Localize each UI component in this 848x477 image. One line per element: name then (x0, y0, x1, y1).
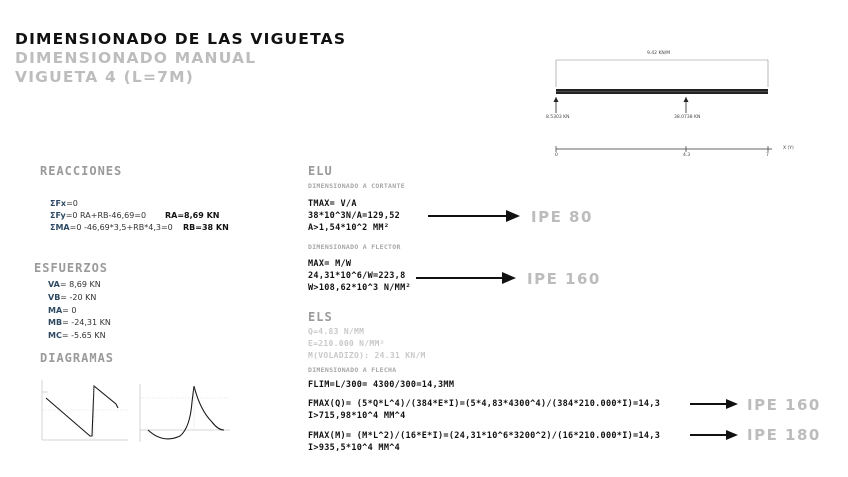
shear-diagram (40, 378, 130, 446)
flecha-subheading: DIMENSIONADO A FLECHA (308, 366, 397, 374)
flector-subheading: DIMENSIONADO A FLECTOR (308, 243, 401, 251)
page-title: DIMENSIONADO DE LAS VIGUETAS (15, 30, 347, 48)
axis-label: X (Y) (783, 146, 794, 151)
flecha-m-result: IPE 180 (747, 426, 821, 444)
arrow-right-icon (416, 271, 516, 285)
beam-diagram (540, 45, 780, 165)
tick-end: 7 (766, 153, 769, 158)
tick-mid: 4.3 (683, 153, 691, 158)
esfuerzos-heading: ESFUERZOS (34, 261, 109, 275)
load-label: 9.42 KN/M (647, 51, 671, 56)
arrow-right-icon (428, 209, 520, 223)
els-param-q: Q=4.83 N/MM (308, 327, 365, 336)
flecha-m-line-1: FMAX(M)= (M*L^2)/(16*E*I)=(24,31*10^6*3200^2)/(16*210.000*I)=14,3 (308, 431, 661, 441)
reaccion-rb: RB=38 KN (183, 223, 229, 232)
reaction-b-label: 38.0738 KN (674, 115, 701, 120)
esfuerzo-va: VA= 8,69 KN (48, 280, 101, 289)
flecha-q-line-2: I>715,98*10^4 MM^4 (308, 411, 406, 421)
flector-line-1: MAX= M/W (308, 259, 352, 269)
arrow-right-icon (690, 398, 738, 410)
flector-line-2: 24,31*10^6/W=223,8 (308, 271, 406, 281)
reaccion-row-ma: ΣMA=0 -46,69*3,5+RB*4,3=0 (50, 223, 173, 232)
esfuerzo-ma: MA= 0 (48, 306, 77, 315)
cortante-line-2: 38*10^3N/A=129,52 (308, 211, 401, 221)
reaccion-row-fy: ΣFy=0 RA+RB-46,69=0 (50, 211, 147, 220)
elu-heading: ELU (308, 164, 333, 178)
flecha-m-line-2: I>935,5*10^4 MM^4 (308, 443, 401, 453)
flector-line-3: W>108,62*10^3 N/MM² (308, 283, 411, 293)
flecha-q-line-1: FMAX(Q)= (5*Q*L^4)/(384*E*I)=(5*4,83*4300^4)/(384*210.000*I)=14,3 (308, 399, 661, 409)
tick-start: 0 (555, 153, 558, 158)
esfuerzo-vb: VB= -20 KN (48, 293, 97, 302)
flector-result: IPE 160 (527, 270, 601, 288)
flecha-flim: FLIM=L/300= 4300/300=14,3MM (308, 380, 455, 390)
reaction-a-label: 8.5303 KN (546, 115, 570, 120)
moment-diagram (138, 378, 238, 446)
reaccion-ra: RA=8,69 KN (165, 211, 220, 220)
cortante-line-3: A>1,54*10^2 MM² (308, 223, 390, 233)
els-param-m: M(VOLADIZO): 24.31 KN/M (308, 351, 426, 360)
cortante-result: IPE 80 (531, 208, 593, 226)
reacciones-heading: REACCIONES (40, 164, 123, 178)
arrow-right-icon (690, 429, 738, 441)
cortante-subheading: DIMENSIONADO A CORTANTE (308, 182, 405, 190)
page-subtitle: DIMENSIONADO MANUAL (15, 49, 257, 67)
cortante-line-1: TMAX= V/A (308, 199, 357, 209)
flecha-q-result: IPE 160 (747, 396, 821, 414)
esfuerzo-mb: MB= -24,31 KN (48, 318, 111, 327)
els-heading: ELS (308, 310, 333, 324)
diagramas-heading: DIAGRAMAS (40, 351, 115, 365)
beam-label: VIGUETA 4 (L=7M) (15, 68, 195, 86)
esfuerzo-mc: MC= -5.65 KN (48, 331, 106, 340)
els-param-e: E=210.000 N/MM² (308, 339, 385, 348)
reaccion-row-fx: ΣFx=0 (50, 199, 78, 208)
